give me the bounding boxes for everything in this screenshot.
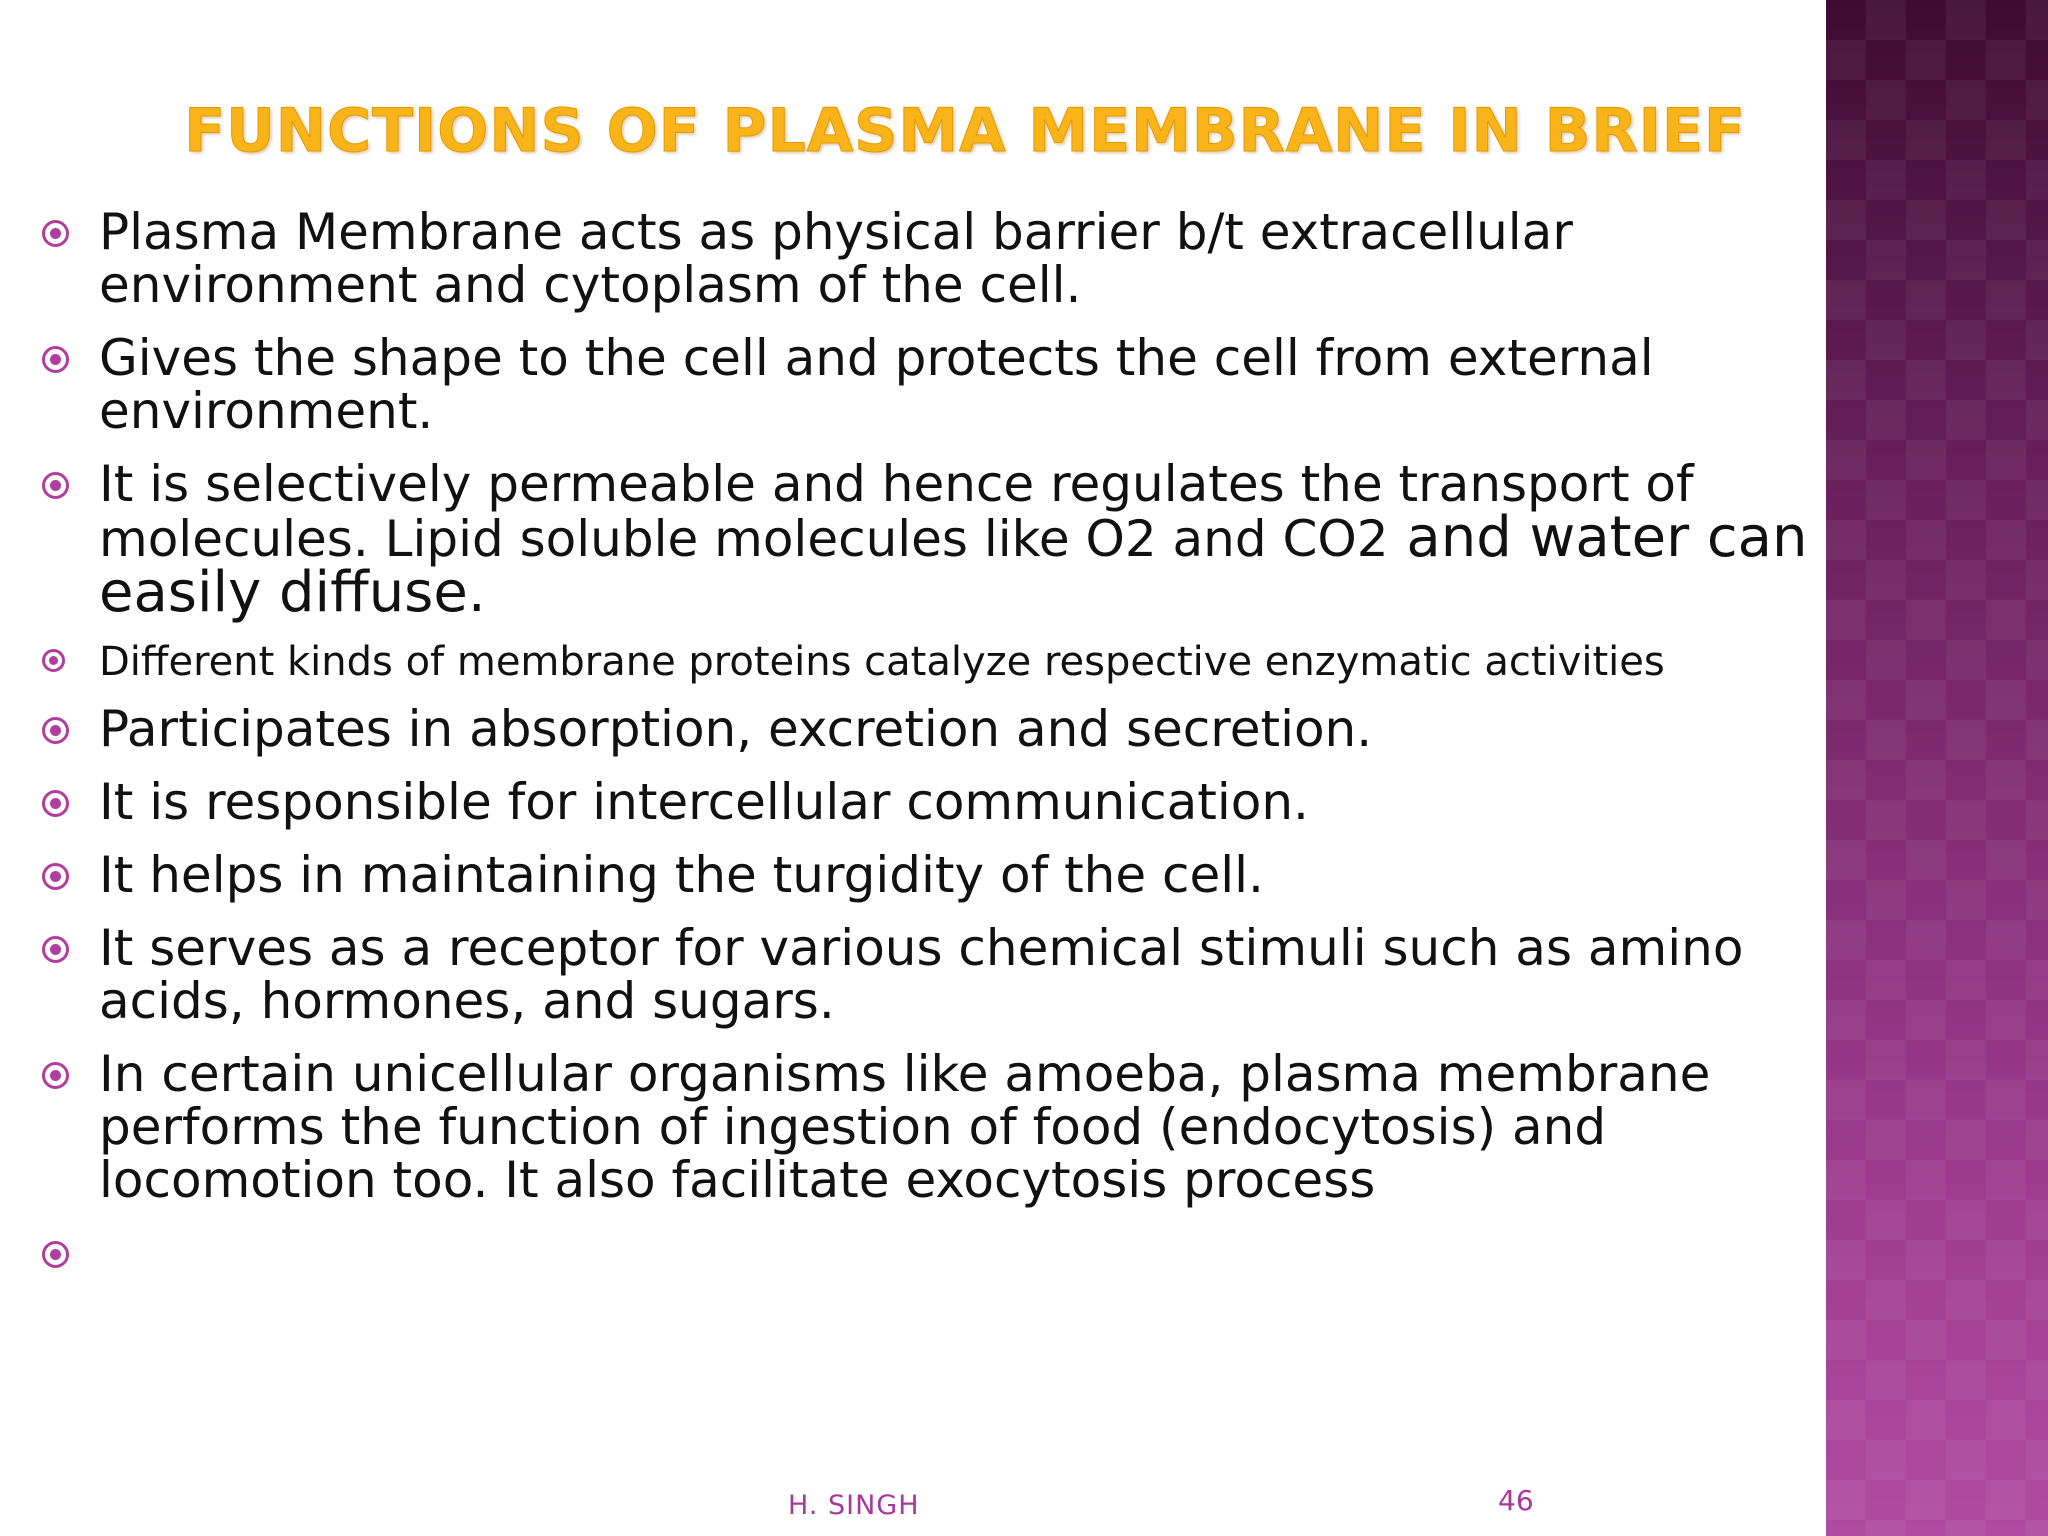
bullet-circle-icon: [42, 1062, 69, 1089]
bullet-text: It serves as a receptor for various chemical stimuli such as amino acids, hormones, and sugars.: [99, 919, 1744, 1030]
bullet-text: Different kinds of membrane proteins catalyze respective enzymatic activities: [99, 639, 1665, 685]
footer-author: H. SINGH: [788, 1490, 920, 1521]
bullet-text-large: and water can easily diffuse.: [99, 505, 1808, 625]
bullet-text: It is responsible for intercellular communication.: [99, 773, 1309, 831]
bullet-item: [0, 773, 1826, 831]
decorative-side-band: [1826, 0, 2048, 1536]
bullet-item: [0, 846, 1826, 904]
bullet-item: [0, 203, 1826, 314]
bullet-circle-icon: [42, 220, 69, 247]
bullet-text: It helps in maintaining the turgidity of the cell.: [99, 846, 1264, 904]
bullet-circle-icon: [42, 1241, 69, 1268]
bullet-text: Participates in absorption, excretion and secretion.: [99, 700, 1373, 758]
bullet-item: [0, 641, 1826, 683]
bullet-circle-icon: [42, 790, 69, 817]
bullet-circle-icon: [42, 863, 69, 890]
bullet-circle-icon: [42, 717, 69, 744]
bullet-item: [0, 1045, 1826, 1209]
bullet-text: It is selectively permeable and hence regulates the transport of molecules. Lipid soluble molecules like O2 and CO2: [99, 455, 1694, 568]
bullet-text: Plasma Membrane acts as physical barrier b/t extracellular environment and cytoplasm of the cell.: [99, 203, 1573, 314]
bullet-item: [0, 919, 1826, 1030]
bullet-circle-icon: [42, 472, 69, 499]
bullet-item: [0, 329, 1826, 440]
bullet-text: In certain unicellular organisms like amoeba, plasma membrane performs the function of ingestion of food (endocytosis) and locomotion too. It also facilitate exocytosis process: [99, 1045, 1711, 1209]
slide-title: FUNCTIONS OF PLASMA MEMBRANE IN BRIEF: [184, 96, 1746, 166]
footer-page-number: 46: [1498, 1484, 1534, 1517]
bullet-circle-icon: [42, 936, 69, 963]
bullet-circle-icon: [42, 346, 69, 373]
bullet-circle-icon: [42, 649, 65, 672]
bullet-item: [0, 700, 1826, 758]
bullet-list: [0, 203, 1826, 1300]
bullet-item-empty: [0, 1227, 1826, 1280]
bullet-item: [0, 455, 1826, 625]
bullet-text: Gives the shape to the cell and protects the cell from external environment.: [99, 329, 1654, 440]
